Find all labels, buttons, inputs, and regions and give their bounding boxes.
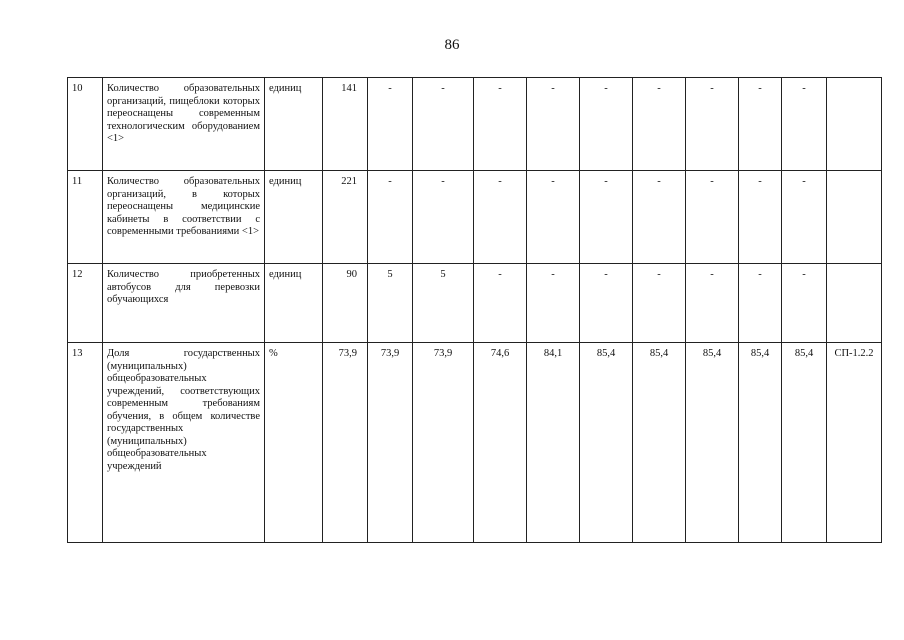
value-cell: 85,4	[782, 343, 827, 543]
indicator-name: Доля государственных (муниципальных) общеобразовательных учреждений, соответствующих современным требованиям обучения, в общем количестве государственных (муниципальных) общеобразовательных учреждений	[103, 343, 265, 543]
value-cell: 5	[368, 264, 413, 343]
value-cell: -	[527, 264, 580, 343]
value-cell: -	[368, 78, 413, 171]
value-cell: -	[413, 171, 474, 264]
value-cell: 73,9	[323, 343, 368, 543]
value-cell: -	[686, 78, 739, 171]
indicator-name: Количество образовательных организаций, в которых переоснащены медицинские кабинеты в соответствии с современными требованиями <1>	[103, 171, 265, 264]
value-cell: -	[527, 171, 580, 264]
value-cell: 5	[413, 264, 474, 343]
value-cell: 85,4	[633, 343, 686, 543]
value-cell: -	[580, 171, 633, 264]
value-cell: -	[474, 264, 527, 343]
value-cell: -	[580, 78, 633, 171]
table-row	[68, 171, 882, 264]
value-cell: -	[413, 78, 474, 171]
reference-cell	[827, 264, 882, 343]
value-cell: -	[633, 78, 686, 171]
indicator-name: Количество образовательных организаций, пищеблоки которых переоснащены современным технологическим оборудованием <1>	[103, 78, 265, 171]
value-cell: -	[782, 78, 827, 171]
value-cell: -	[474, 171, 527, 264]
value-cell: -	[782, 171, 827, 264]
value-cell: -	[368, 171, 413, 264]
value-cell: 141	[323, 78, 368, 171]
value-cell: -	[633, 171, 686, 264]
value-cell: -	[739, 264, 782, 343]
value-cell: 85,4	[686, 343, 739, 543]
value-cell: 221	[323, 171, 368, 264]
row-number: 13	[68, 343, 103, 543]
reference-cell: СП-1.2.2	[827, 343, 882, 543]
value-cell: -	[739, 78, 782, 171]
reference-cell	[827, 171, 882, 264]
value-cell: 90	[323, 264, 368, 343]
value-cell: 84,1	[527, 343, 580, 543]
unit-cell: единиц	[265, 78, 323, 171]
value-cell: 85,4	[739, 343, 782, 543]
value-cell: -	[633, 264, 686, 343]
table-row	[68, 264, 882, 343]
indicators-table	[67, 77, 882, 543]
reference-cell	[827, 78, 882, 171]
table-row	[68, 78, 882, 171]
table-row	[68, 343, 882, 543]
value-cell: 73,9	[368, 343, 413, 543]
value-cell: 74,6	[474, 343, 527, 543]
unit-cell: единиц	[265, 171, 323, 264]
unit-cell: %	[265, 343, 323, 543]
value-cell: -	[782, 264, 827, 343]
value-cell: -	[474, 78, 527, 171]
value-cell: -	[686, 171, 739, 264]
indicator-name: Количество приобретенных автобусов для перевозки обучающихся	[103, 264, 265, 343]
value-cell: 85,4	[580, 343, 633, 543]
row-number: 10	[68, 78, 103, 171]
row-number: 12	[68, 264, 103, 343]
page-number: 86	[444, 37, 460, 53]
value-cell: 73,9	[413, 343, 474, 543]
value-cell: -	[739, 171, 782, 264]
value-cell: -	[527, 78, 580, 171]
unit-cell: единиц	[265, 264, 323, 343]
row-number: 11	[68, 171, 103, 264]
value-cell: -	[686, 264, 739, 343]
value-cell: -	[580, 264, 633, 343]
